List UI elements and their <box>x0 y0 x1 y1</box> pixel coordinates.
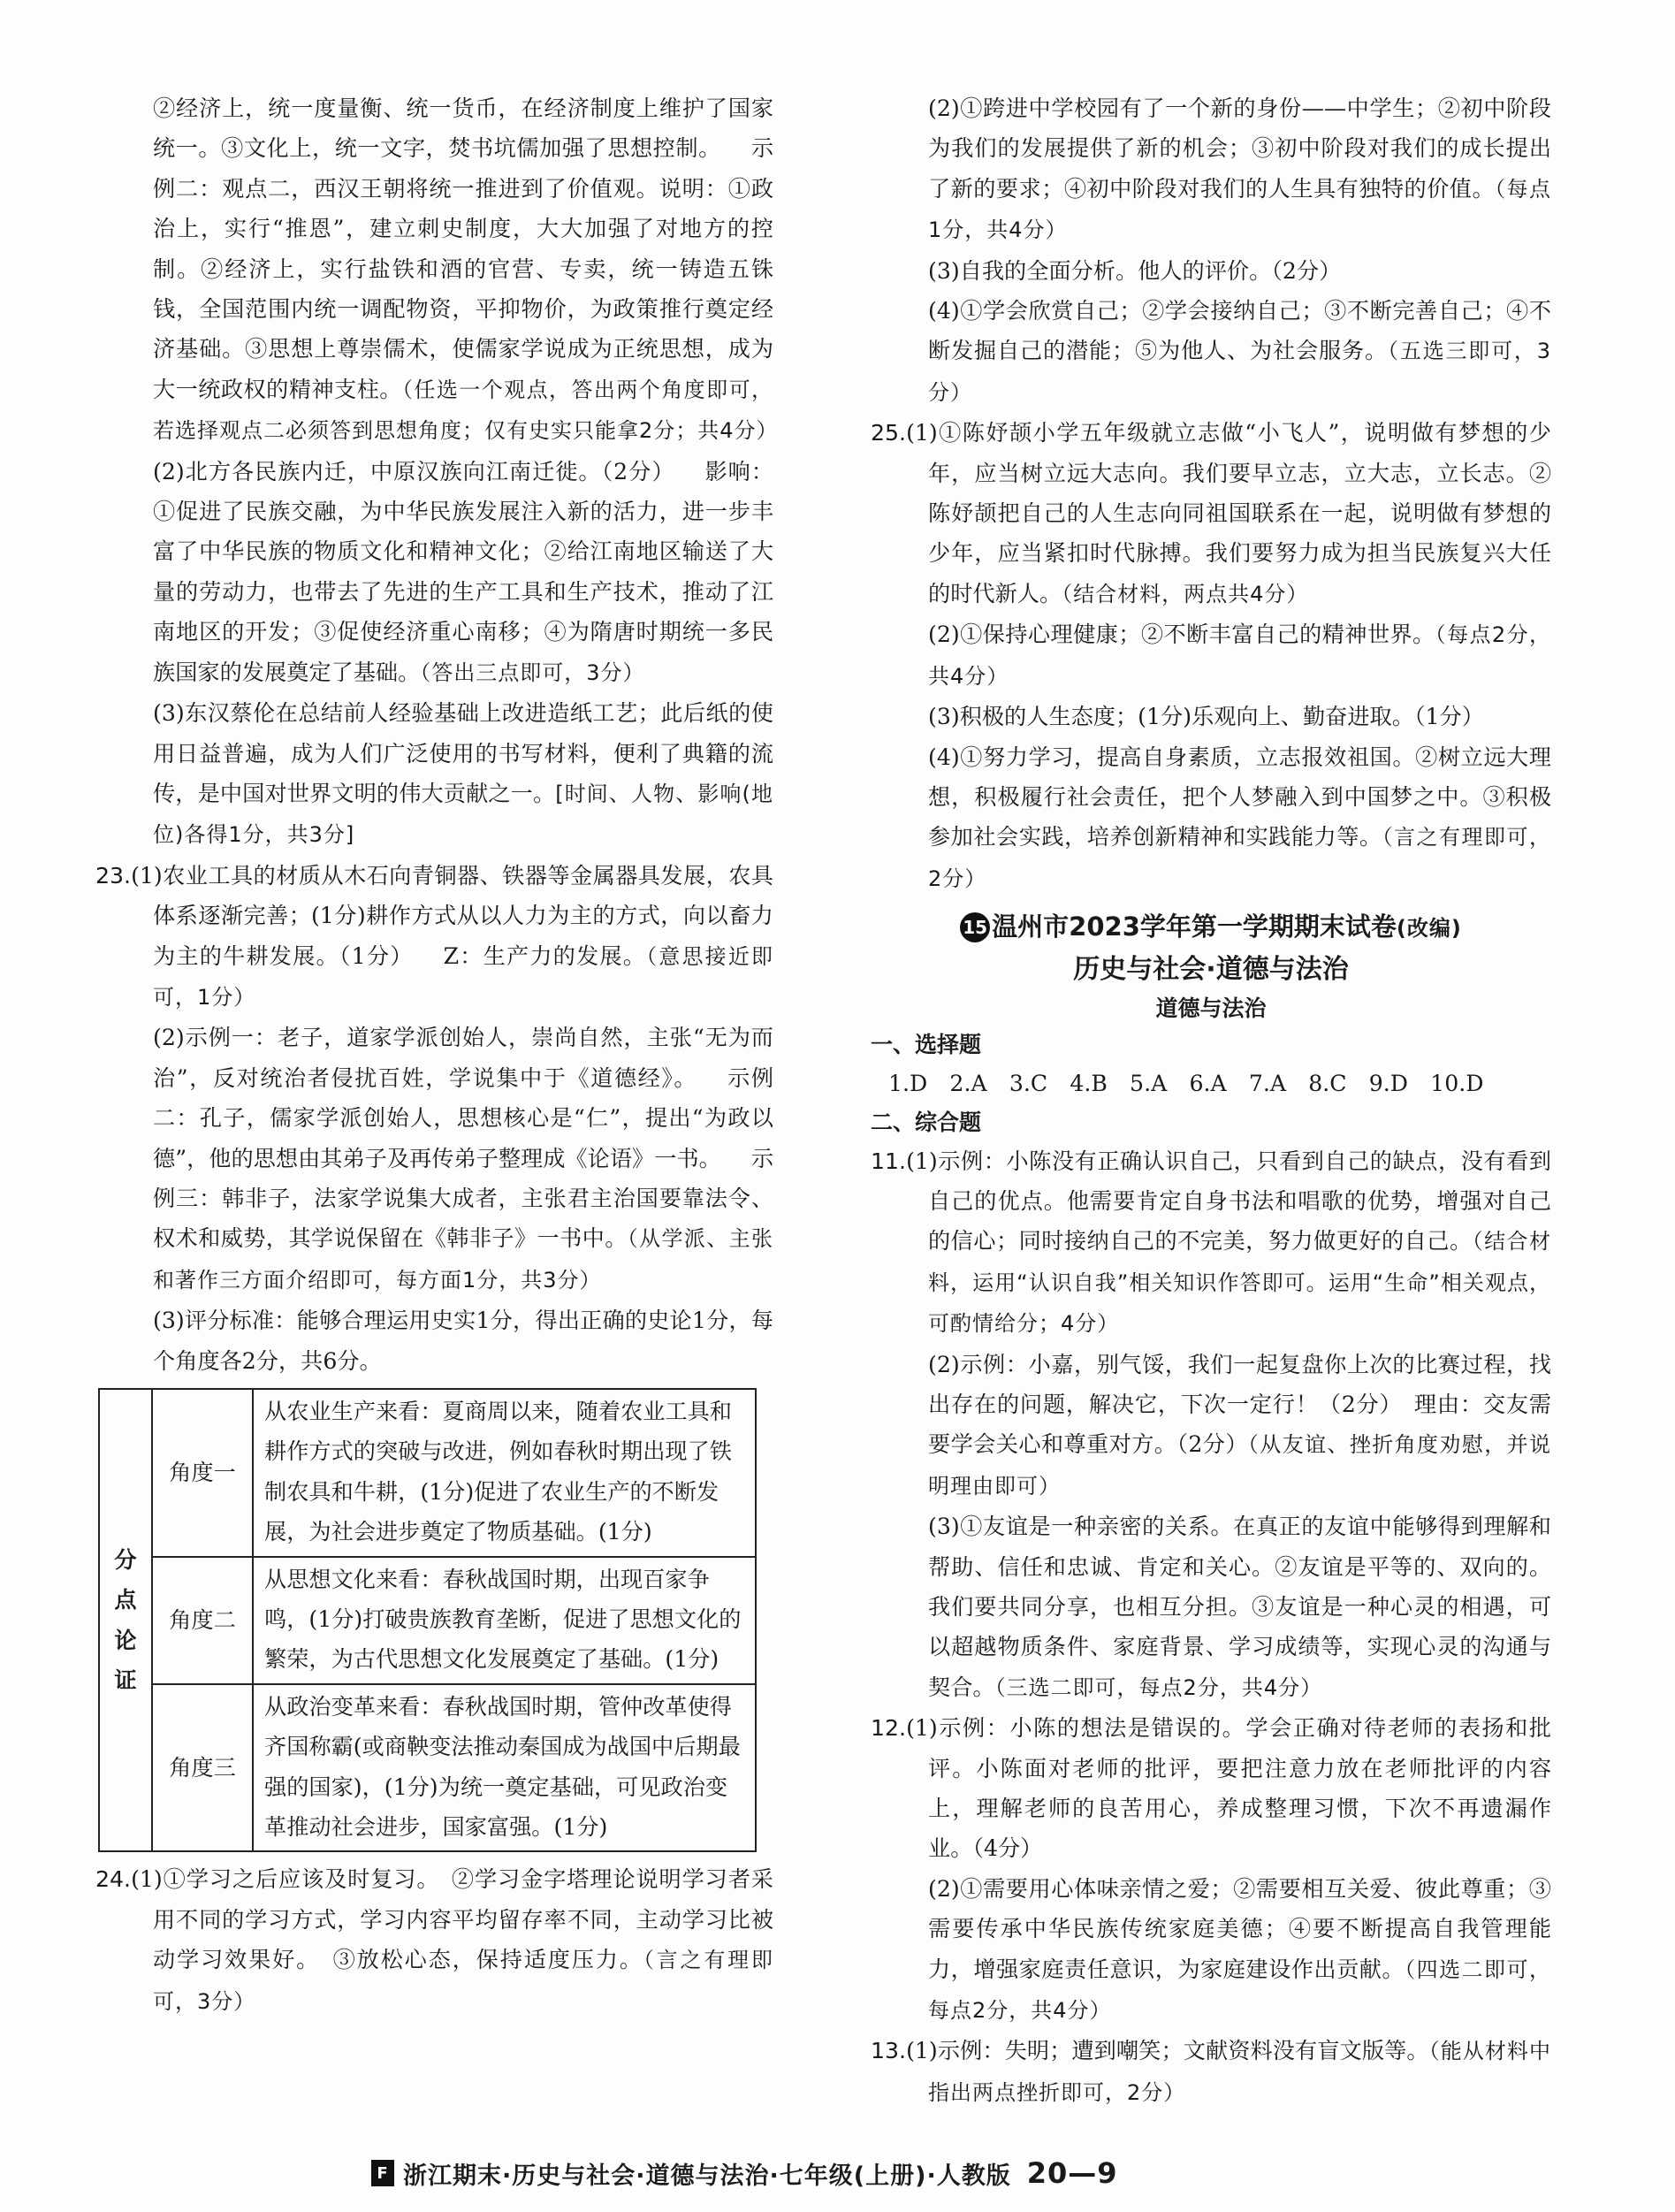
table-content: 从农业生产来看：夏商周以来，随着农业工具和耕作方式的突破与改进，例如春秋时期出现了铁制农具和牛耕，(1分)促进了农业生产的不断发展，为社会进步奠定了物质基础。(1分) <box>253 1389 756 1557</box>
page-footer <box>371 2155 1118 2191</box>
footer-text: 浙江期末·历史与社会·道德与法治·七年级(上册)·人教版 <box>403 2162 1011 2190</box>
q11-2: (2)示例：小嘉，别气馁，我们一起复盘你上次的比赛过程，找出存在的问题，解决它，下次一定行！（2分） 理由：交友需要学会关心和尊重对方。（2分）（从友谊、挫折角度劝慰，并说明理由即可） <box>928 1351 1551 1499</box>
scoring-table <box>98 1388 757 1852</box>
section-heading: 一、选择题 <box>871 1032 982 1058</box>
q24-4: (4)①学会欣赏自己；②学会接纳自己；③不断完善自己；④不断发掘自己的潜能；⑤为他人、为社会服务。（五选三即可，3分） <box>928 298 1551 405</box>
left-column <box>95 88 779 2022</box>
q24-3: (3)自我的全面分析。他人的评价。（2分） <box>928 257 1342 284</box>
table-group-label: 分点论证 <box>99 1389 152 1851</box>
subject-title: 历史与社会·道德与法治 <box>1073 954 1349 986</box>
q25-3: (3)积极的人生态度；(1分)乐观向上、勤奋进取。（1分） <box>928 704 1484 730</box>
right-column <box>871 88 1551 2113</box>
q12-2: (2)①需要用心体味亲情之爱；②需要相互关爱、彼此尊重；③需要传承中华民族传统家庭美德；④要不断提高自我管理能力，增强家庭责任意识，为家庭建设作出贡献。（四选二即可，每点2分，共4分） <box>928 1875 1552 2024</box>
table-angle: 角度二 <box>152 1557 253 1684</box>
q22-1-continued: ②经济上，统一度量衡、统一货币，在经济制度上维护了国家统一。③文化上，统一文字，焚书坑儒加强了思想控制。 示例二：观点二，西汉王朝将统一推进到了价值观。说明：①政治上，实行“推恩”，建立刺史制度，大大加强了对地方的控制。②经济上，实行盐铁和酒的官营、专卖，统一铸造五铢钱，全国范围内统一调配物资，平抑物价，为政策推行奠定经济基础。③思想上尊崇儒术，使儒家学说成为正统思想，成为大一统政权的精神支柱。（任选一个观点，答出两个角度即可，若选择观点二必须答到思想角度；仅有史实只能拿2分；共4分） <box>153 95 779 444</box>
q12-1: 12.(1)示例：小陈的想法是错误的。学会正确对待老师的表扬和批评。小陈面对老师的批评，要把注意力放在老师批评的内容上，理解老师的良苦用心，养成整理习惯，下次不再遗漏作业。（4分） <box>871 1715 1551 1862</box>
table-content: 从思想文化来看：春秋战国时期，出现百家争鸣，(1分)打破贵族教育垄断，促进了思想文化的繁荣，为古代思想文化发展奠定了基础。(1分) <box>253 1557 756 1684</box>
q24-1: 24.(1)①学习之后应该及时复习。 ②学习金字塔理论说明学习者采用不同的学习方式，学习内容平均留存率不同，主动学习比被动学习效果好。 ③放松心态，保持适度压力。（言之有理即可，3分） <box>95 1866 774 2014</box>
exam-number-badge: 15 <box>960 912 990 942</box>
choice-answers: 1.D 2.A 3.C 4.B 5.A 6.A 7.A 8.C 9.D 10.D <box>888 1071 1484 1097</box>
q13-1: 13.(1)示例：失明；遭到嘲笑；文献资料没有盲文版等。（能从材料中指出两点挫折即可，2分） <box>871 2038 1552 2105</box>
table-row <box>99 1389 756 1557</box>
q11-1: 11.(1)示例：小陈没有正确认识自己，只看到自己的缺点，没有看到自己的优点。他需要肯定自身书法和唱歌的优势，增强对自己的信心；同时接纳自己的不完美，努力做更好的自己。（结合材料，运用“认识自我”相关知识作答即可。运用“生命”相关观点，可酌情给分；4分） <box>871 1148 1552 1337</box>
q23-1: 23.(1)农业工具的材质从木石向青铜器、铁器等金属器具发展，农具体系逐渐完善；(1分)耕作方式从以人力为主的方式，向以畜力为主的牛耕发展。（1分） Z：生产力的发展。（意思接近即可，1分） <box>95 862 773 1010</box>
q23-2: (2)示例一：老子，道家学派创始人，崇尚自然，主张“无为而治”，反对统治者侵扰百姓，学说集中于《道德经》。 示例二：孔子，儒家学派创始人，思想核心是“仁”，提出“为政以德”，他的思想由其弟子及再传弟子整理成《论语》一书。 示例三：韩非子，法家学说集大成者，主张君主治国要靠法令、权术和威势，其学说保留在《韩非子》一书中。（从学派、主张和著作三方面介绍即可，每方面1分，共3分） <box>153 1025 774 1293</box>
q24-2: (2)①跨进中学校园有了一个新的身份——中学生；②初中阶段为我们的发展提供了新的机会；③初中阶段对我们的成长提出了新的要求；④初中阶段对我们的人生具有独特的价值。（每点1分，共4分） <box>928 95 1552 243</box>
q22-2: (2)北方各民族内迁，中原汉族向江南迁徙。（2分） 影响：①促进了民族交融，为中华民族发展注入新的活力，进一步丰富了中华民族的物质文化和精神文化；②给江南地区输送了大量的劳动力，也带去了先进的生产工具和生产技术，推动了江南地区的开发；③促使经济重心南移；④为隋唐时期统一多民族国家的发展奠定了基础。（答出三点即可，3分） <box>153 458 773 685</box>
q25-2: (2)①保持心理健康；②不断丰富自己的精神世界。（每点2分，共4分） <box>928 622 1551 689</box>
q11-3: (3)①友谊是一种亲密的关系。在真正的友谊中能够得到理解和帮助、信任和忠诚、肯定和关心。②友谊是平等的、双向的。我们要共同分享，也相互分担。③友谊是一种心灵的相遇，可以超越物质条件、家庭背景、学习成绩等，实现心灵的沟通与契合。（三选二即可，每点2分，共4分） <box>928 1514 1551 1700</box>
publisher-logo-icon: F <box>371 2160 394 2186</box>
section-heading: 二、综合题 <box>871 1109 982 1135</box>
table-row <box>99 1557 756 1684</box>
table-row <box>99 1684 756 1852</box>
table-angle: 角度一 <box>152 1389 253 1557</box>
sub-subject-title: 道德与法治 <box>1155 995 1267 1022</box>
q22-3: (3)东汉蔡伦在总结前人经验基础上改进造纸工艺；此后纸的使用日益普遍，成为人们广泛使用的书写材料，便利了典籍的流传，是中国对世界文明的伟大贡献之一。[时间、人物、影响(地位)各得1分，共3分] <box>153 700 773 848</box>
q25-1: 25.(1)①陈妤颉小学五年级就立志做“小飞人”，说明做有梦想的少年，应当树立远大志向。我们要早立志，立大志，立长志。②陈妤颉把自己的人生志向同祖国联系在一起，说明做有梦想的少年，应当紧扣时代脉搏。我们要努力成为担当民族复兴大任的时代新人。（结合材料，两点共4分） <box>871 420 1551 606</box>
page-number: 20—9 <box>1026 2156 1118 2190</box>
table-angle: 角度三 <box>152 1684 253 1852</box>
q23-3: (3)评分标准：能够合理运用史实1分，得出正确的史论1分，每个角度各2分，共6分。 <box>153 1308 773 1374</box>
exam-title: 15 温州市2023学年第一学期期末试卷(改编) <box>871 906 1551 949</box>
table-content: 从政治变革来看：春秋战国时期，管仲改革使得齐国称霸(或商鞅变法推动秦国成为战国中后期最强的国家)，(1分)为统一奠定基础，可见政治变革推动社会进步，国家富强。(1分) <box>253 1684 756 1852</box>
q25-4: (4)①努力学习，提高自身素质，立志报效祖国。②树立远大理想，积极履行社会责任，把个人梦融入到中国梦之中。③积极参加社会实践，培养创新精神和实践能力等。（言之有理即可，2分） <box>928 744 1552 891</box>
